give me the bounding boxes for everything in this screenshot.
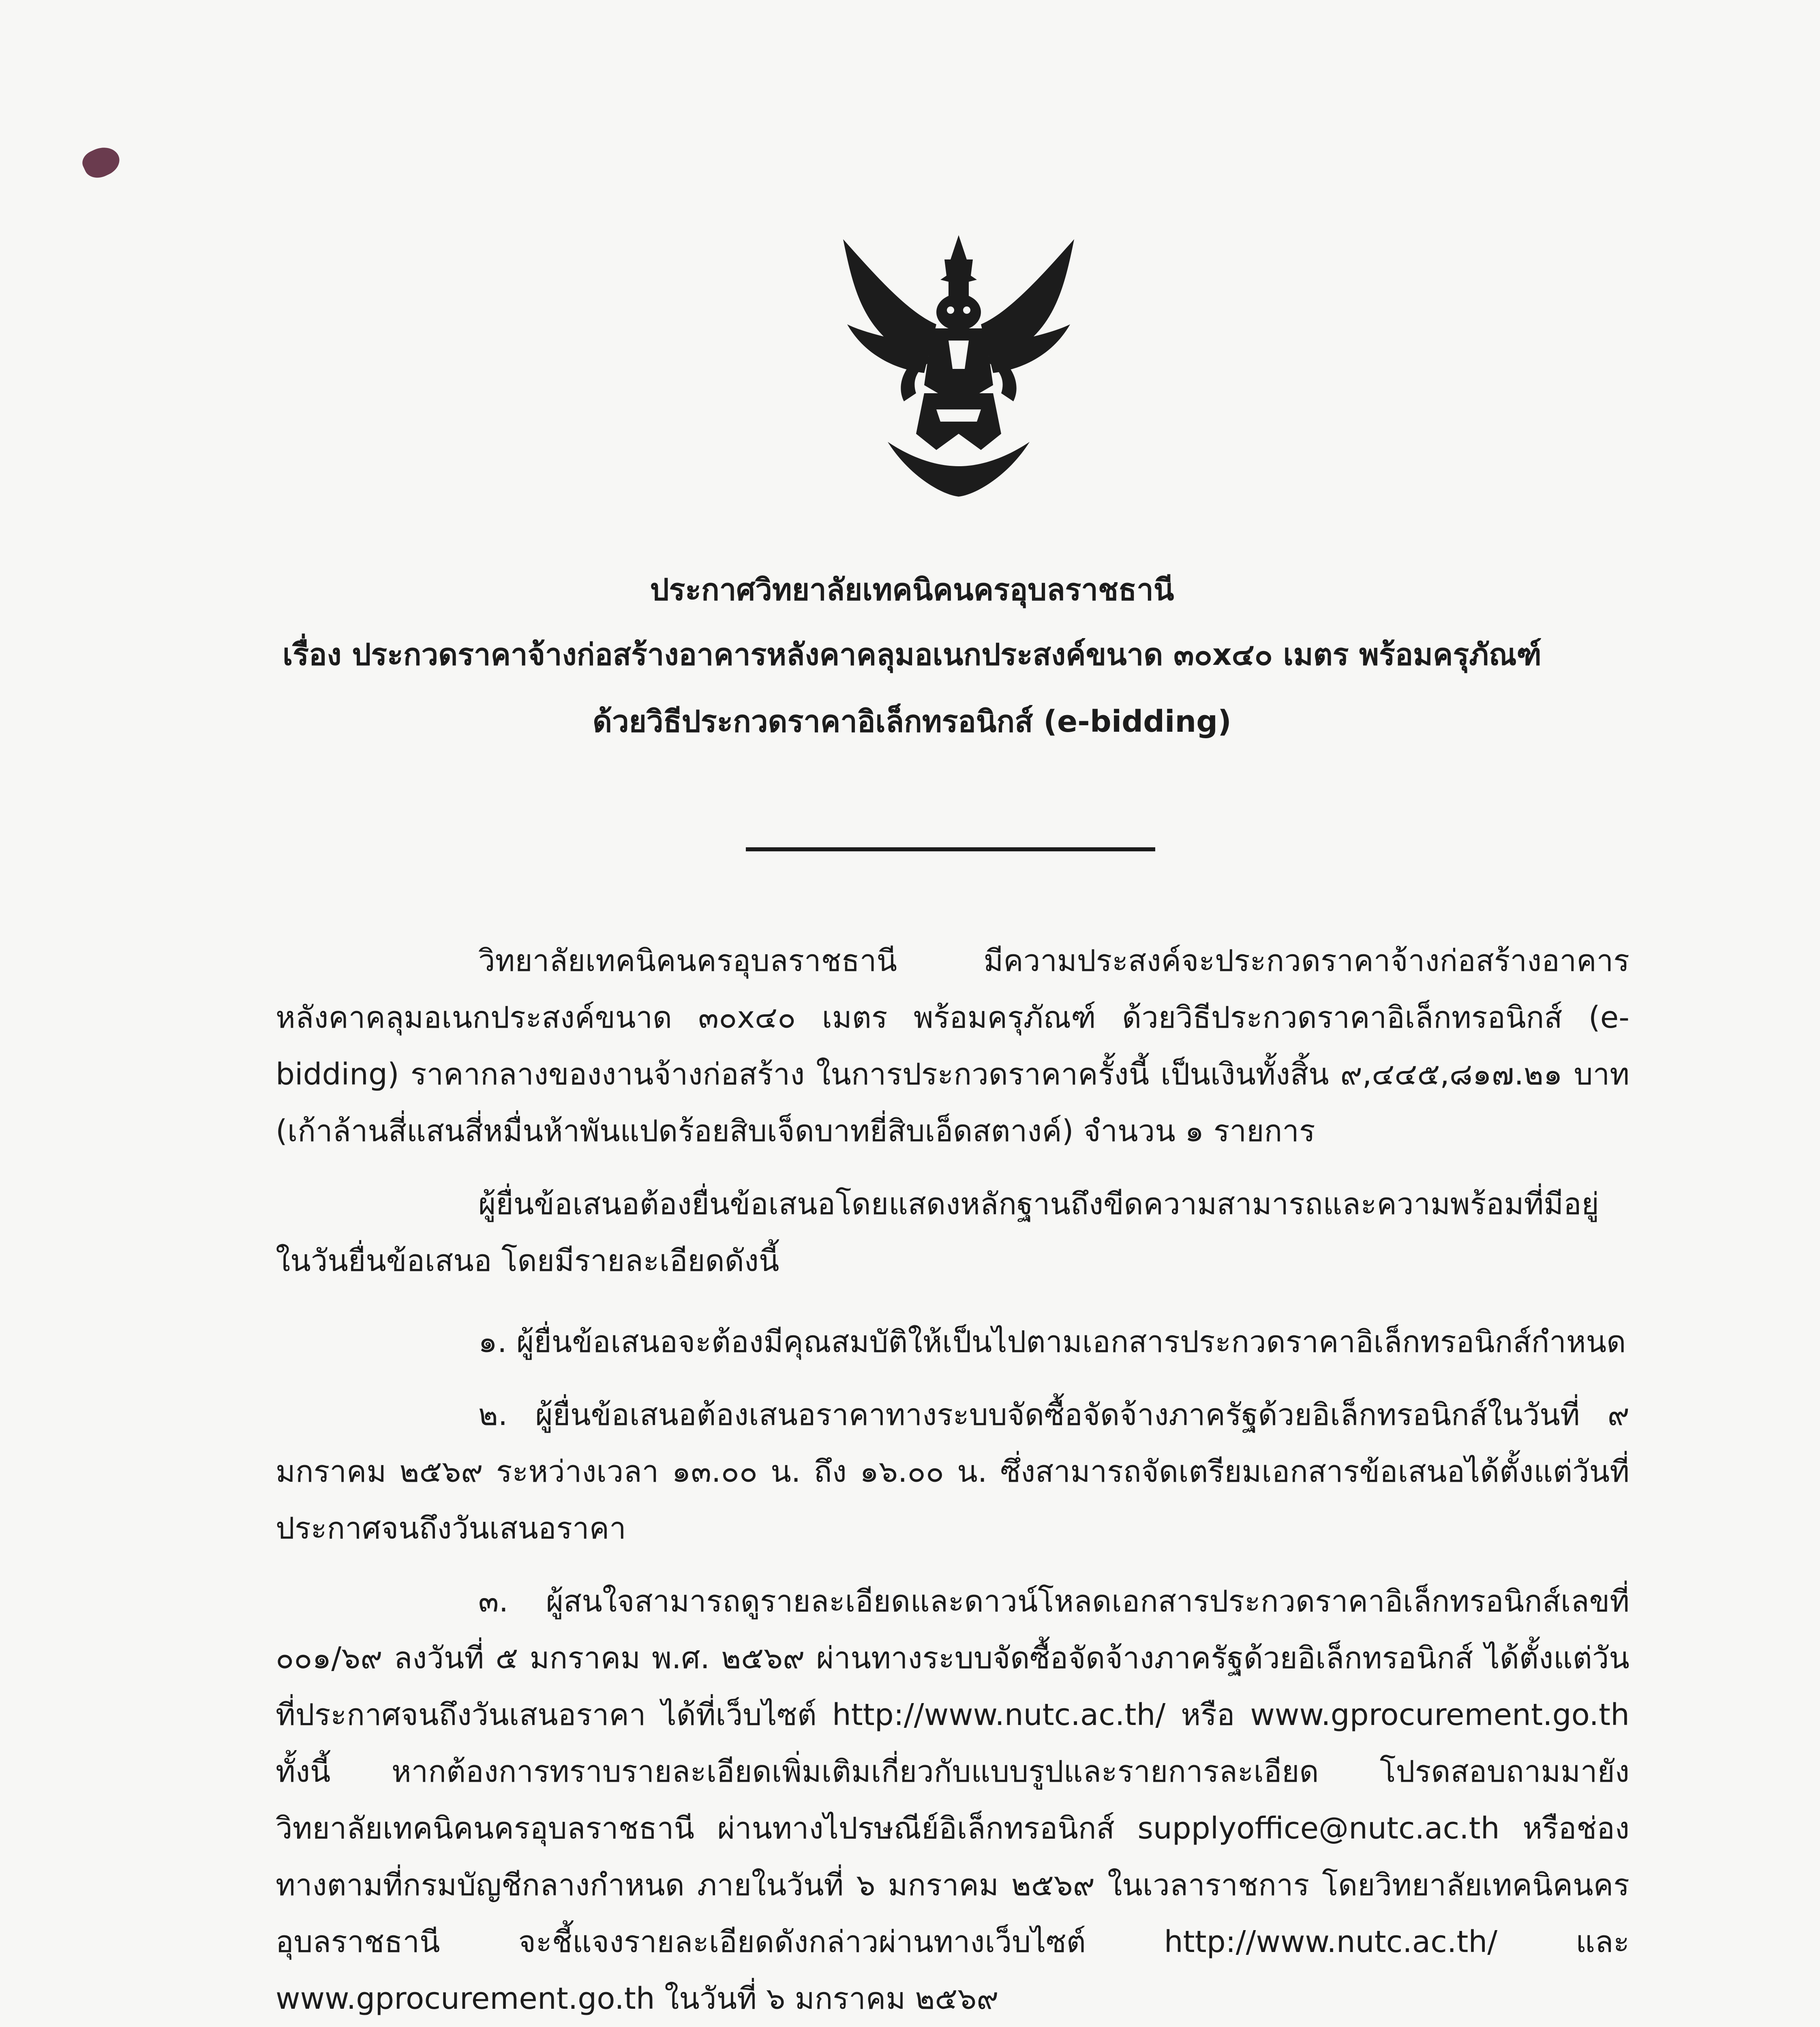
announcement-method: ด้วยวิธีประกวดราคาอิเล็กทรอนิกส์ (e-bidding) — [593, 704, 1231, 739]
announcement-title: ประกาศวิทยาลัยเทคนิคนครอุบลราชธานี — [650, 572, 1174, 607]
item-1: ๑. ผู้ยื่นข้อเสนอจะต้องมีคุณสมบัติให้เป็นไปตามเอกสารประกวดราคาอิเล็กทรอนิกส์กำหนด — [478, 1324, 1626, 1359]
garuda-emblem-icon — [827, 231, 1090, 499]
item-3: ๓. ผู้สนใจสามารถดูรายละเอียดและดาวน์โหลดเอกสารประกวดราคาอิเล็กทรอนิกส์เลขที่ ๐๐๑/๖๙ ลงวันที่ ๕ มกราคม พ.ศ. ๒๕๖๙ ผ่านทางระบบจัดซื้อจัดจ้างภาครัฐด้วยอิเล็กทรอนิกส์ ได้ตั้งแต่วันที่ประกาศจนถึงวันเสนอราคา ได้ที่เว็บไซต์ http://www.nutc.ac.th/ หรือ www.gprocurement.go.th ทั้งนี้ หากต้องการทราบรายละเอียดเพิ่มเติมเกี่ยวกับแบบรูปและรายการละเอียด โปรดสอบถามมายัง วิทยาลัยเทคนิคนครอุบลราชธานี ผ่านทางไปรษณีย์อิเล็กทรอนิกส์ supplyoffice@nutc.ac.th หรือช่องทางตามที่กรมบัญชีกลางกำหนด ภายในวันที่ ๖ มกราคม ๒๕๖๙ ในเวลาราชการ โดยวิทยาลัยเทคนิคนครอุบลราชธานี จะชี้แจงรายละเอียดดังกล่าวผ่านทางเว็บไซต์ http://www.nutc.ac.th/ และ www.gprocurement.go.th ในวันที่ ๖ มกราคม ๒๕๖๙ — [276, 1584, 1629, 2016]
paragraph-requirements: ผู้ยื่นข้อเสนอต้องยื่นข้อเสนอโดยแสดงหลักฐานถึงขีดความสามารถและความพร้อมที่มีอยู่ในวันยื่นข้อเสนอ โดยมีรายละเอียดดังนี้ — [276, 1187, 1599, 1278]
paragraph-intro: วิทยาลัยเทคนิคนครอุบลราชธานี มีความประสงค์จะประกวดราคาจ้างก่อสร้างอาคารหลังคาคลุมอเนกประสงค์ขนาด ๓๐x๔๐ เมตร พร้อมครุภัณฑ์ ด้วยวิธีประกวดราคาอิเล็กทรอนิกส์ (e-bidding) ราคากลางของงานจ้างก่อสร้าง ในการประกวดราคาครั้งนี้ เป็นเงินทั้งสิ้น ๙,๔๔๕,๘๑๗.๒๑ บาท (เก้าล้านสี่แสนสี่หมื่นห้าพันแปดร้อยสิบเจ็ดบาทยี่สิบเอ็ดสตางค์) จำนวน ๑ รายการ — [276, 943, 1629, 1148]
item-2: ๒. ผู้ยื่นข้อเสนอต้องเสนอราคาทางระบบจัดซื้อจัดจ้างภาครัฐด้วยอิเล็กทรอนิกส์ในวันที่ ๙ มกราคม ๒๕๖๙ ระหว่างเวลา ๑๓.๐๐ น. ถึง ๑๖.๐๐ น. ซึ่งสามารถจัดเตรียมเอกสารข้อเสนอได้ตั้งแต่วันที่ประกาศจนถึงวันเสนอราคา — [276, 1397, 1629, 1546]
announcement-subject: เรื่อง ประกวดราคาจ้างก่อสร้างอาคารหลังคาคลุมอเนกประสงค์ขนาด ๓๐x๔๐ เมตร พร้อมครุภัณฑ์ — [282, 637, 1542, 672]
ink-speck — [79, 141, 124, 182]
divider — [746, 847, 1155, 851]
